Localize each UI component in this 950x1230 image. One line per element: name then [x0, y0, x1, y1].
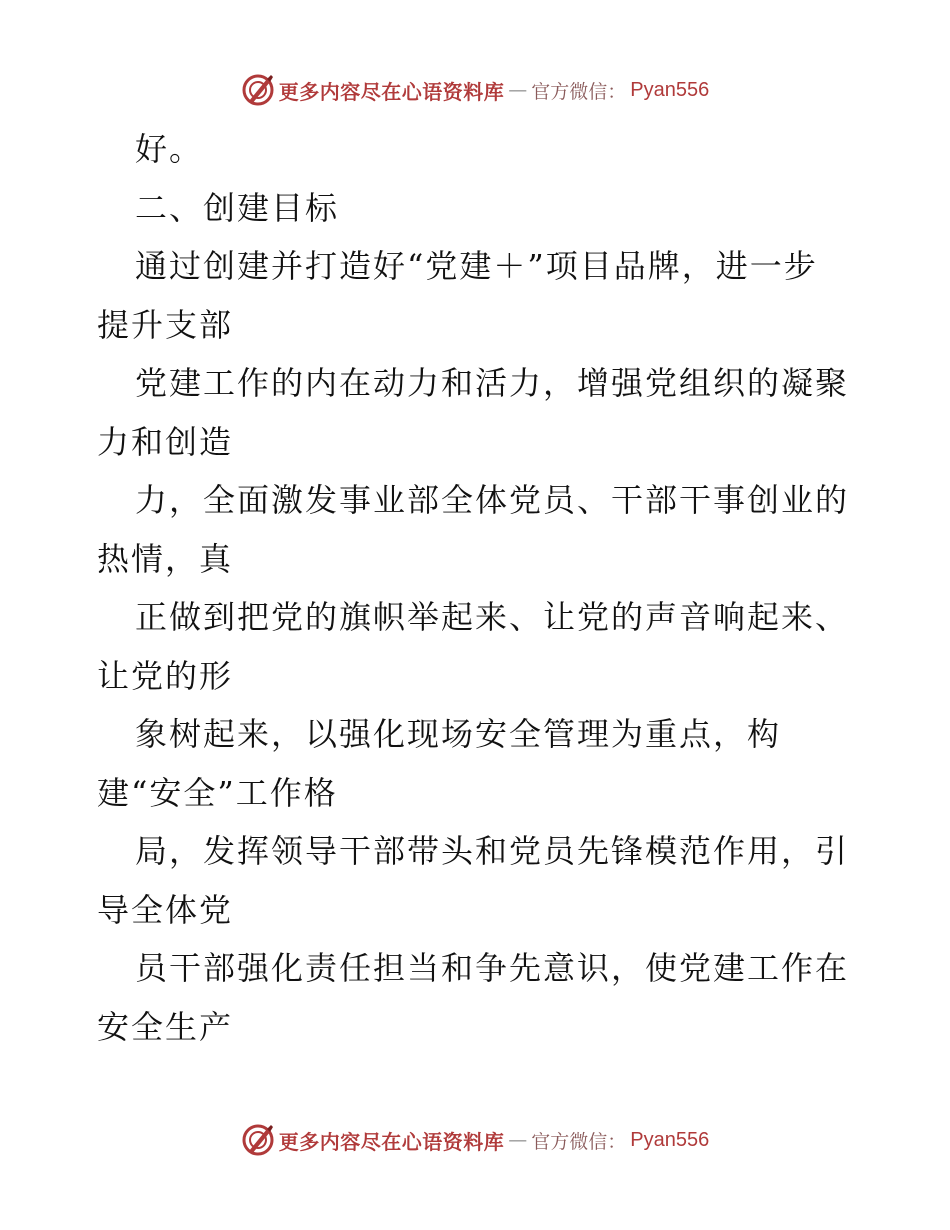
pen-logo-icon — [241, 73, 275, 107]
header-wechat-label: 官方微信： — [531, 80, 627, 103]
text-line: 力和创造 — [97, 422, 234, 461]
footer-wechat-label: 官方微信： — [531, 1130, 627, 1153]
text-line: 局，发挥领导干部带头和党员先锋模范作用，引 — [135, 832, 850, 870]
header-brand-text: 更多内容尽在心语资料库 — [278, 79, 505, 104]
text-line: 员干部强化责任担当和争先意识，使党建工作在 — [135, 949, 850, 987]
text-line: 好。 — [135, 130, 204, 168]
section-heading: 二、创建目标 — [135, 188, 340, 227]
text-line: 热情，真 — [97, 539, 234, 578]
footer-brand-text: 更多内容尽在心语资料库 — [278, 1129, 505, 1154]
pen-logo-icon — [241, 1123, 275, 1157]
text-line: 安全生产 — [97, 1007, 234, 1046]
header-separator: — — [508, 79, 528, 101]
text-line: 党建工作的内在动力和活力，增强党组织的凝聚 — [135, 364, 850, 402]
text-line: 正做到把党的旗帜举起来、让党的声音响起来、 — [135, 598, 850, 636]
text-line: 象树起来，以强化现场安全管理为重点，构 — [135, 715, 782, 753]
text-line: 导全体党 — [97, 890, 234, 929]
footer-wechat-id: Pyan556 — [630, 1128, 710, 1151]
text-line: 建“安全”工作格 — [97, 773, 338, 812]
footer-banner — [0, 1120, 950, 1160]
text-line: 提升支部 — [97, 305, 234, 344]
header-wechat-id: Pyan556 — [630, 78, 710, 101]
header-banner — [0, 70, 950, 110]
document-body — [97, 120, 857, 1056]
text-line: 通过创建并打造好“党建＋”项目品牌，进一步 — [135, 247, 818, 285]
text-line: 让党的形 — [97, 656, 234, 695]
footer-separator: — — [508, 1129, 528, 1151]
text-line: 力，全面激发事业部全体党员、干部干事创业的 — [135, 481, 850, 519]
